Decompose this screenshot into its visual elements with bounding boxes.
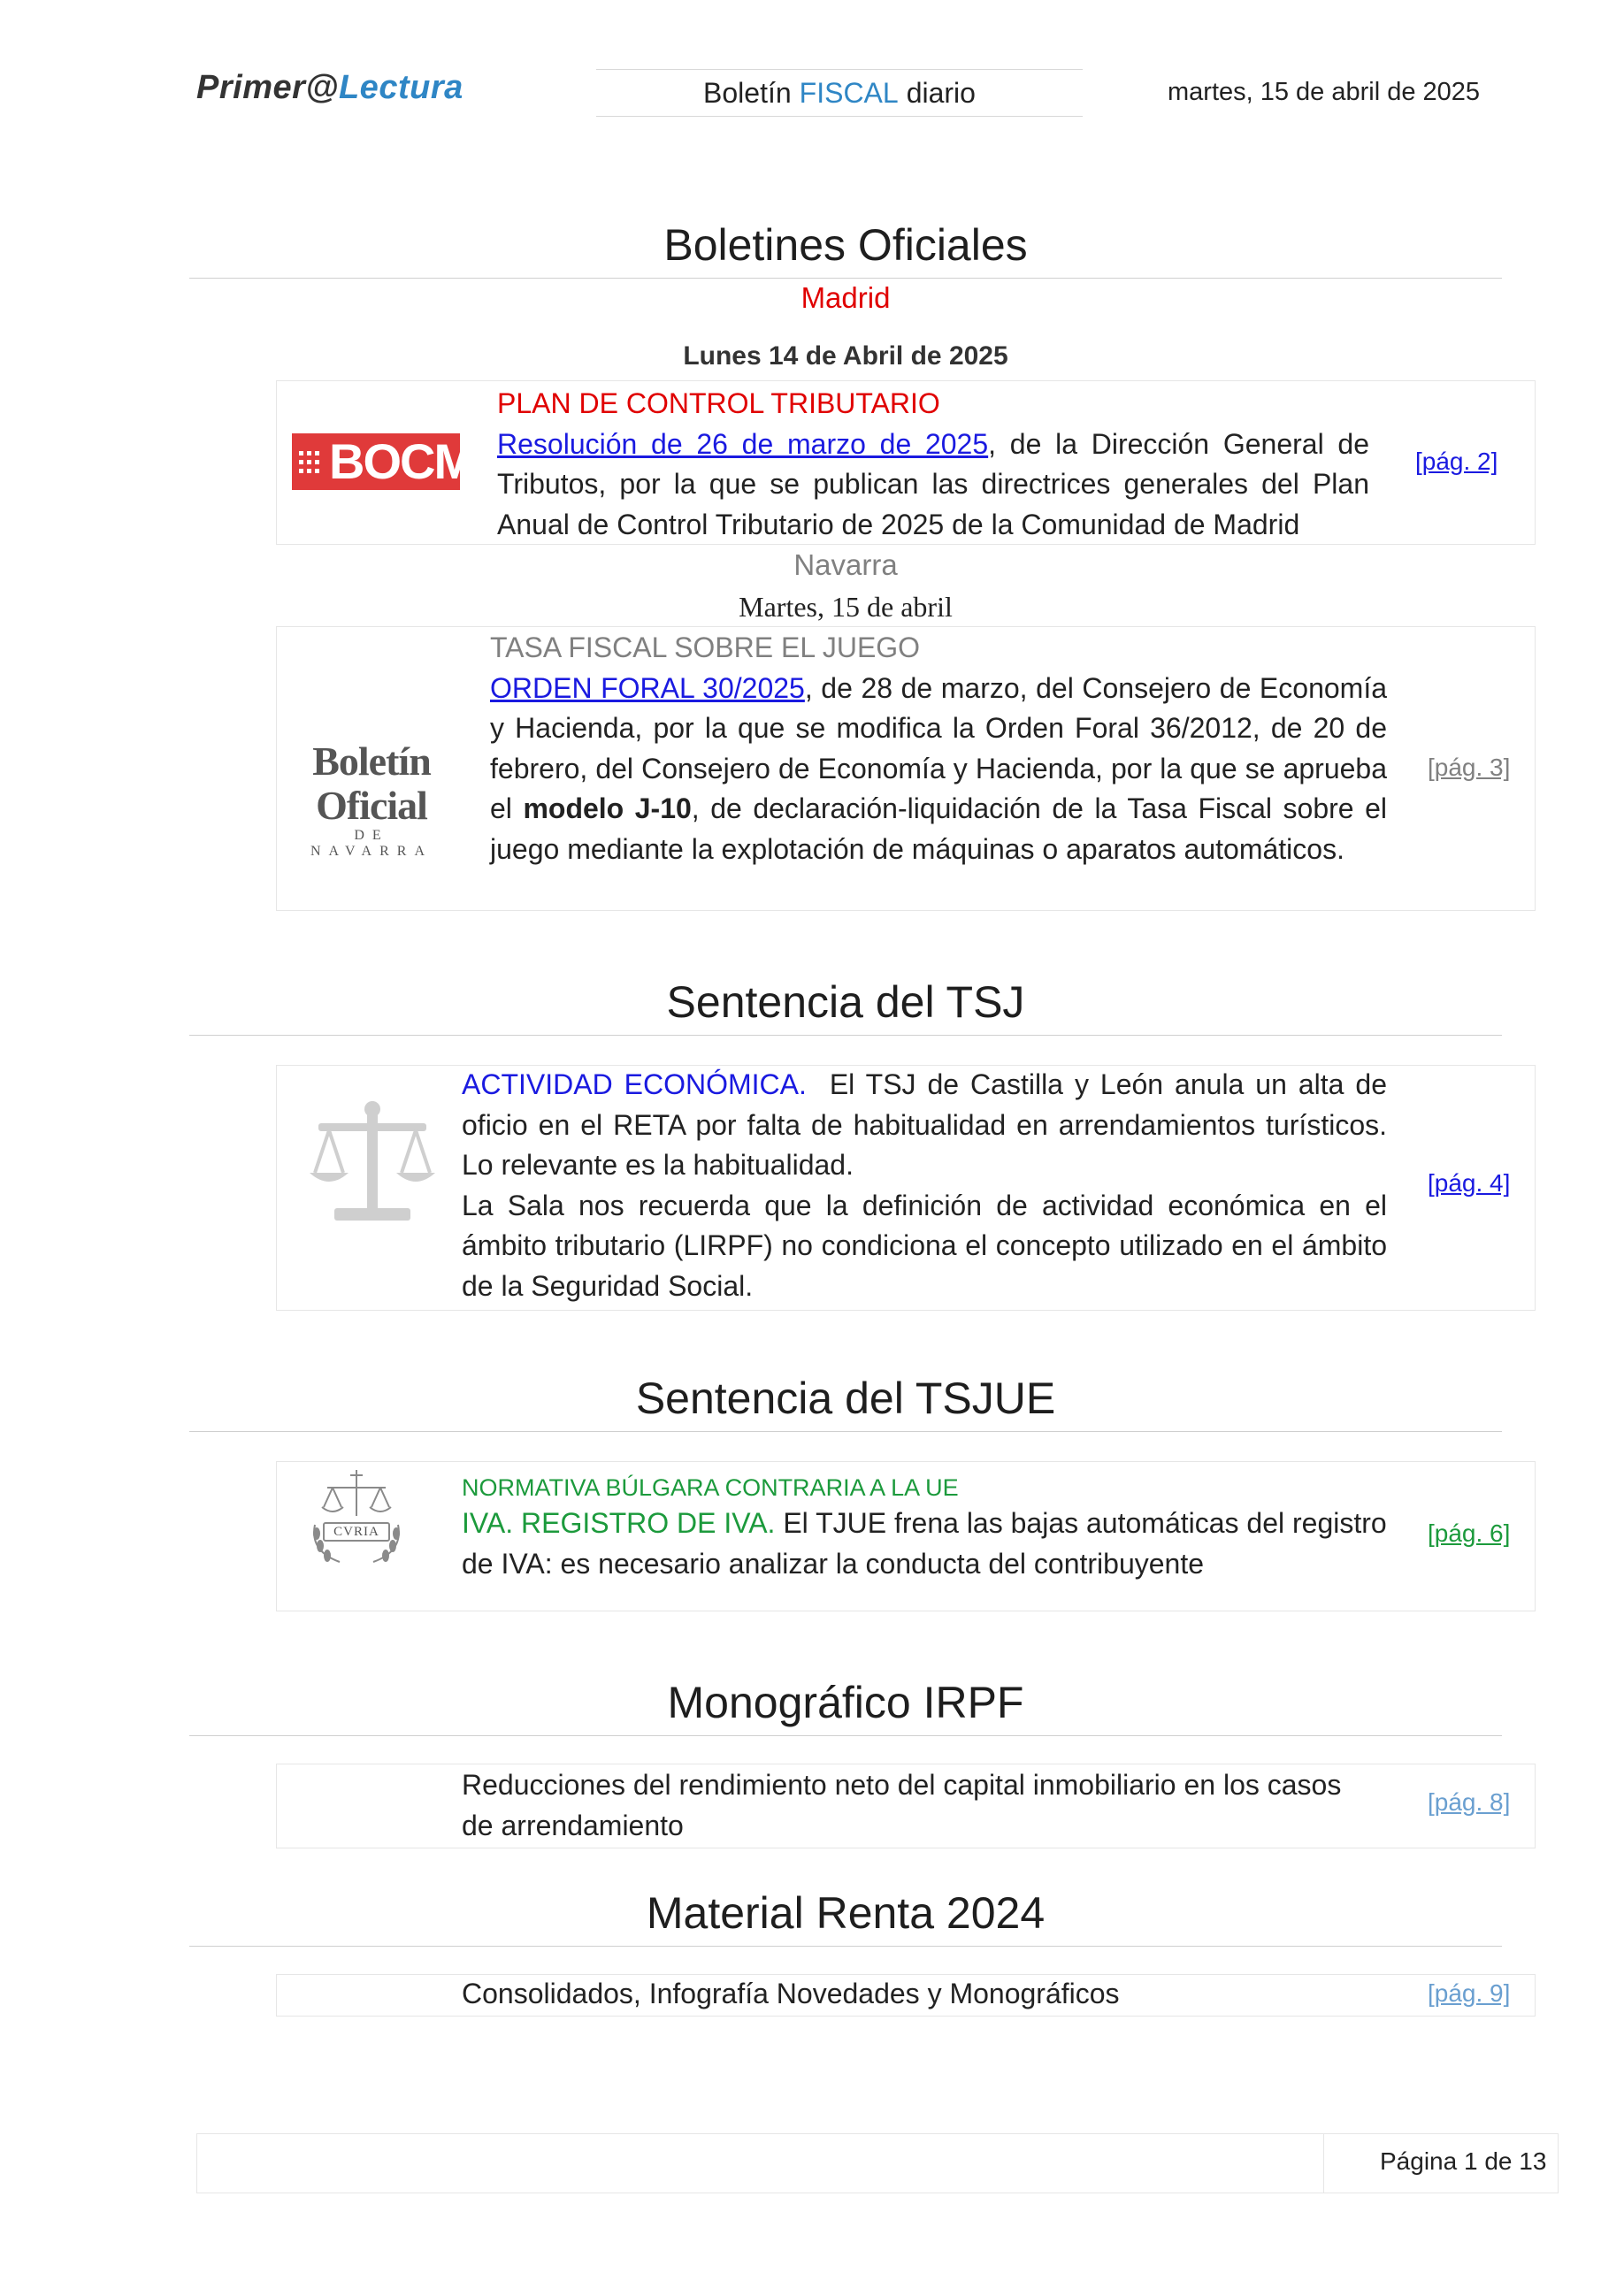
- bulletin-title-post: diario: [906, 76, 976, 109]
- section-divider: [189, 278, 1502, 279]
- footer: [196, 2133, 1559, 2193]
- navarra-logo-line1: Boletín Oficial: [312, 739, 431, 828]
- entry-tsjue-lead: IVA. REGISTRO DE IVA.: [462, 1507, 776, 1539]
- bocm-stars-icon: [292, 433, 327, 490]
- brand-logo: [196, 69, 463, 107]
- section-title-tsjue: Sentencia del TSJUE: [635, 1374, 1056, 1423]
- entry-madrid-body: , de la Dirección General de Tributos, por la que se publican las directrices generales del Plan Anual de Control Tributario de 2025 de la Comunidad de Madrid: [497, 427, 1370, 540]
- entry-navarra-text: [490, 628, 1387, 870]
- section-divider: [189, 1035, 1502, 1036]
- bocm-logo-text: BOCM: [329, 433, 474, 489]
- page-link-6[interactable]: [pág. 6]: [1428, 1519, 1511, 1547]
- entry-tsjue-topic: NORMATIVA BÚLGARA CONTRARIA A LA UE: [462, 1474, 959, 1501]
- bulletin-title-pre: Boletín: [703, 76, 792, 109]
- entry-tsj-body-2: La Sala nos recuerda que la definición de actividad económica en el ámbito tributario (LIRPF) no condiciona el concepto utilizado en el ámbito de la Seguridad Social.: [462, 1189, 1387, 1302]
- navarra-logo-line2: DE NAVARRA: [310, 828, 433, 859]
- entry-navarra-body-1: , de 28 de marzo, del Consejero de Economía y Hacienda, por la que se modifica la Orden Foral 36/2012, de 20 de febrero, del Consejero de Economía y Hacienda, por la que se aprueba el: [490, 671, 1388, 825]
- page-link-2[interactable]: [pág. 2]: [1415, 448, 1498, 475]
- curia-logo-text: CVRIA: [333, 1525, 379, 1539]
- page-link-8[interactable]: [pág. 8]: [1428, 1788, 1511, 1816]
- section-title-boletines: Boletines Oficiales: [663, 220, 1028, 270]
- entry-madrid-link[interactable]: Resolución de 26 de marzo de 2025: [497, 427, 989, 460]
- entry-irpf-text: Reducciones del rendimiento neto del capital inmobiliario en los casos de arrendamiento: [462, 1769, 1342, 1841]
- page-link-4[interactable]: [pág. 4]: [1428, 1169, 1511, 1197]
- bocm-logo: [292, 433, 474, 490]
- section-divider: [189, 1431, 1502, 1432]
- curia-logo: [301, 1463, 412, 1574]
- entry-tsjue-body: El TJUE frena las bajas automáticas del registro de IVA: es necesario analizar la conducta del contribuyente: [462, 1507, 1387, 1580]
- navarra-logo: [292, 739, 451, 860]
- section-divider: [189, 1735, 1502, 1736]
- madrid-date: Lunes 14 de Abril de 2025: [683, 341, 1008, 371]
- entry-navarra-body-2: , de declaración-liquidación de la Tasa Fiscal sobre el juego mediante la explotación de máquinas o aparatos automáticos.: [490, 792, 1388, 865]
- entry-navarra-body-bold: modelo J-10: [523, 792, 692, 825]
- entry-navarra-topic: TASA FISCAL SOBRE EL JUEGO: [490, 631, 921, 663]
- region-madrid: Madrid: [801, 281, 891, 314]
- scales-of-justice-icon: [306, 1097, 439, 1234]
- entry-renta-text: Consolidados, Infografía Novedades y Monográficos: [462, 1978, 1120, 2009]
- region-navarra: Navarra: [793, 548, 898, 581]
- page-number: Página 1 de 13: [1380, 2147, 1547, 2175]
- bulletin-title-accent: FISCAL: [799, 76, 899, 109]
- entry-tsj-body-1: El TSJ de Castilla y León anula un alta de oficio en el RETA por falta de habitualidad en arrendamientos turísticos. Lo relevante es la habitualidad.: [462, 1068, 1388, 1182]
- entry-madrid-topic: PLAN DE CONTROL TRIBUTARIO: [497, 387, 940, 419]
- entry-tsj-text: [462, 1065, 1387, 1307]
- header-date: martes, 15 de abril de 2025: [1168, 78, 1481, 106]
- bulletin-title: [596, 69, 1083, 117]
- section-divider: [189, 1946, 1502, 1947]
- brand-part2: Lectura: [338, 69, 463, 106]
- page-link-3[interactable]: [pág. 3]: [1428, 754, 1511, 781]
- section-title-tsj: Sentencia del TSJ: [666, 977, 1025, 1027]
- brand-part1: Primer@: [196, 69, 339, 106]
- section-title-irpf: Monográfico IRPF: [667, 1678, 1024, 1727]
- entry-madrid-text: [497, 384, 1369, 545]
- curia-emblem-icon: [301, 1463, 412, 1574]
- section-title-renta: Material Renta 2024: [646, 1888, 1046, 1938]
- footer-divider: [1323, 2133, 1324, 2193]
- entry-navarra-link[interactable]: ORDEN FORAL 30/2025: [490, 671, 805, 704]
- entry-tsjue-text: [462, 1472, 1387, 1584]
- navarra-date: Martes, 15 de abril: [739, 591, 953, 623]
- entry-tsjue-paragraph: [462, 1504, 1387, 1584]
- entry-tsj-topic: ACTIVIDAD ECONÓMICA.: [462, 1068, 807, 1100]
- page-link-9[interactable]: [pág. 9]: [1428, 1979, 1511, 2007]
